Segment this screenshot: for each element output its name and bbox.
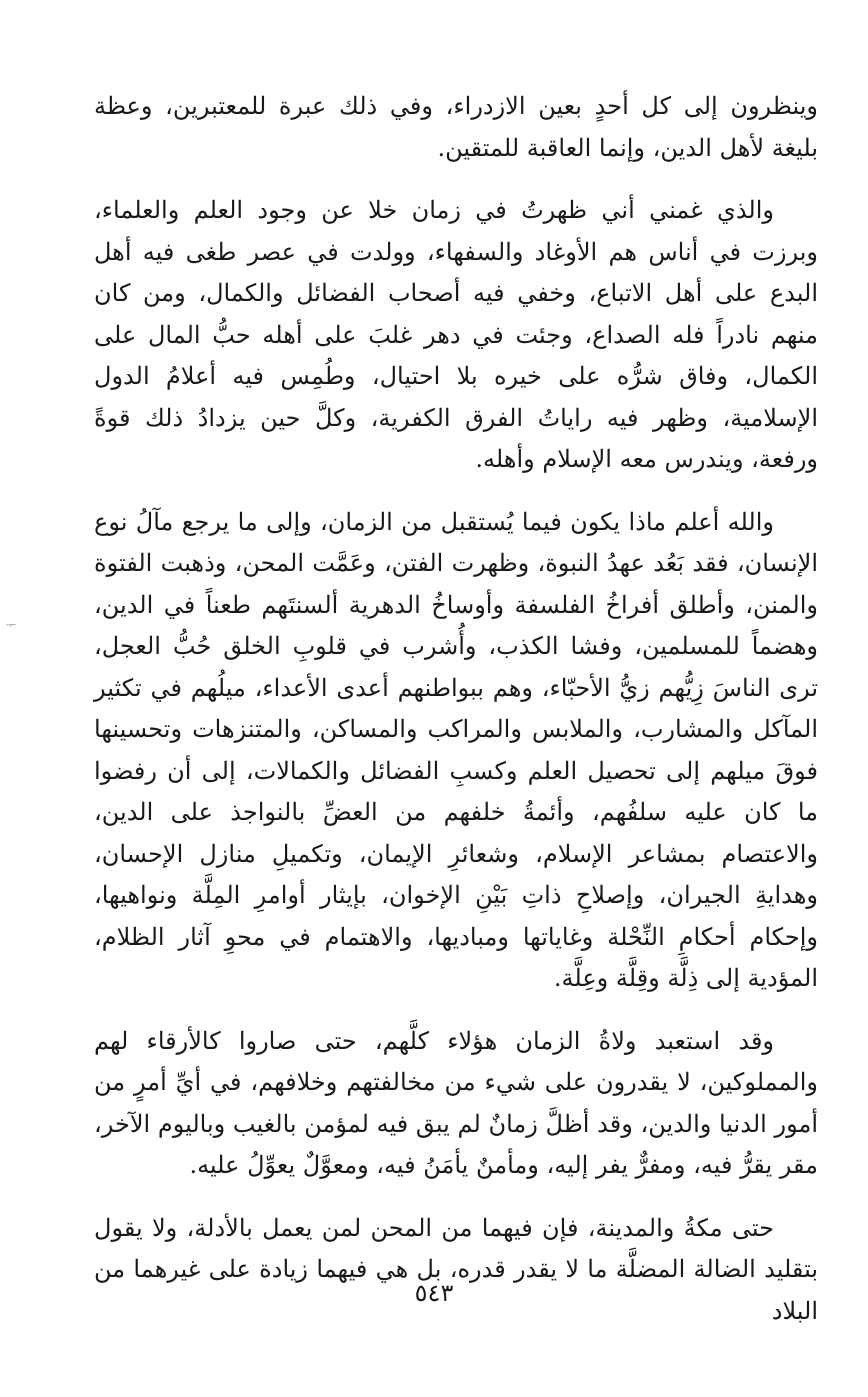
paragraph-1: وينظرون إلى كل أحدٍ بعين الازدراء، وفي ذلك عبرة للمعتبرين، وعظة بليغة لأهل الدين، وإنما العاقبة للمتقين. (94, 92, 818, 162)
paragraph-4: وقد استعبد ولاةُ الزمان هؤلاء كلَّهم، حتى صاروا كالأرقاء لهم والمملوكين، لا يقدرون على شيء من مخالفتهم وخلافهم، في أيِّ أمرٍ من أمور الدنيا والدين، وقد أظلَّ زمانٌ لم يبق فيه لمؤمن بالغيب وباليوم الآخر، مقر يقرُّ فيه، ومفرٌّ يفر إليه، ومأمنٌ يأمَنُ فيه، ومعوَّلٌ يعوِّلُ عليه. (94, 1026, 818, 1179)
paragraph-2: والذي غمني أني ظهرتُ في زمان خلا عن وجود العلم والعلماء، وبرزت في أناس هم الأوغاد والسفهاء، وولدت في عصر طغى فيه أهل البدع على أهل الاتباع، وخفي فيه أصحاب الفضائل والكمال، ومن كان منهم نادراً فله الصداع، وجئت في دهر غلبَ على أهله حبُّ المال على الكمال، وفاق شرُّه على خيره بلا احتيال، وطُمِس فيه أعلامُ الدول الإسلامية، وظهر فيه راياتُ الفرق الكفرية، وكلَّ حين يزدادُ ذلك قوةً ورفعة، ويندرس معه الإسلام وأهله. (94, 196, 818, 473)
margin-mark: ᅮ (6, 621, 16, 632)
paragraph-3: والله أعلم ماذا يكون فيما يُستقبل من الزمان، وإلى ما يرجع مآلُ نوع الإنسان، فقد بَعُد عهدُ النبوة، وظهرت الفتن، وعَمَّت المحن، وذهبت الفتوة والمنن، وأطلق أفراخُ الفلسفة وأوساخُ الدهرية ألسنتَهم طعناً في الدين، وهضماً للمسلمين، وفشا الكذب، وأُشرب في قلوبِ الخلق حُبُّ العجل، ترى الناسَ زِيُّهم زيُّ الأحبّاء، وهم ببواطنهم أعدى الأعداء، ميلُهم في تكثير المآكل والمشارب، والملابس والمراكب والمساكن، والمتنزهات وتحسينها فوقَ ميلهم إلى تحصيل العلم وكسبِ الفضائل والكمالات، إلى أن رفضوا ما كان عليه سلفُهم، وأئمةُ خلفهم من العضِّ بالنواجذ على الدين، والاعتصام بمشاعر الإسلام، وشعائرِ الإيمان، وتكميلِ منازل الإحسان، وهدايةِ الجيران، وإصلاحِ ذاتِ بَيْنِ الإخوان، بإيثار أوامرِ المِلَّة ونواهيها، وإحكام أحكامِ النِّحْلة وغاياتها ومباديها، والاهتمام في محوِ آثار الظلام، المؤدية إلى ذِلَّة وقِلَّة وعِلَّة. (94, 507, 818, 992)
page-body (94, 86, 818, 1332)
paragraph-5: حتى مكةُ والمدينة، فإن فيهما من المحن لمن يعمل بالأدلة، ولا يقول بتقليد الضالة المضلَّة ما لا يقدر قدره، بل هي فيهما زيادة على غيرهما من البلاد (94, 1213, 818, 1325)
page-number: ٥٤٣ (414, 1279, 454, 1307)
